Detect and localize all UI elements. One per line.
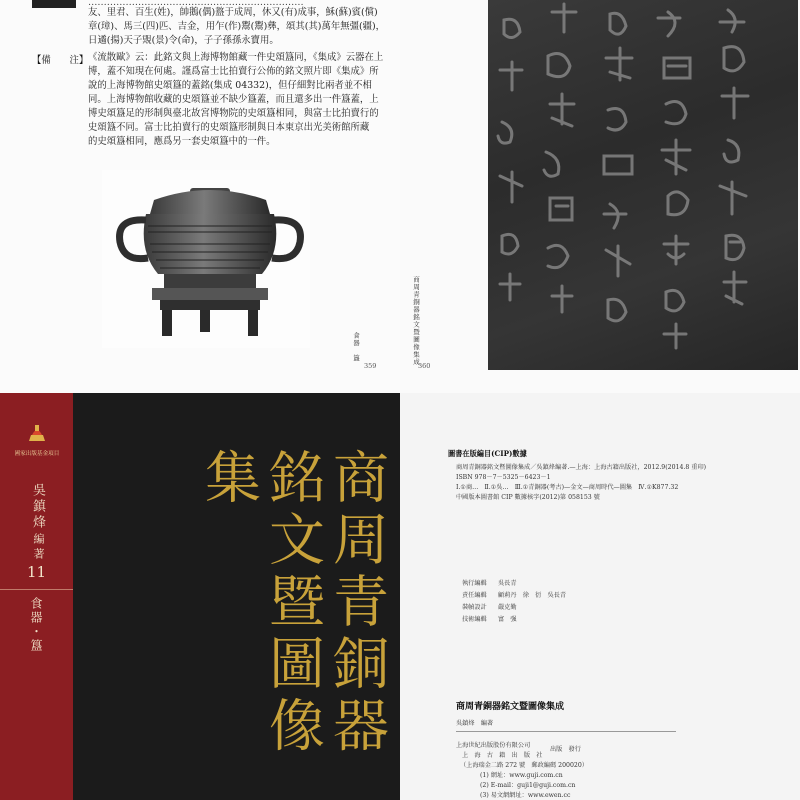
note-label: 【備 注】: [32, 55, 89, 66]
note-line: 同。上海博物館收藏的史頌簋並不缺少簋蓋，而且還多出一件簋蓋，上: [88, 94, 379, 105]
cover-author: 吳鎮烽: [30, 483, 45, 531]
page-360: [400, 0, 800, 393]
book-title: 商周青銅器銘文暨圖像集成: [456, 702, 565, 712]
note-line: 博，蓋不知現在何處。謹爲富士比拍賣行公佈的銘文照片即《集成》所: [88, 66, 379, 77]
publisher-line: (1) 網址：www.guji.com.cn: [480, 772, 563, 779]
cover-spine: [0, 393, 73, 800]
cover-volume-subtitle: 食器・簋: [29, 597, 43, 653]
book-cover: [0, 393, 400, 800]
page-number: 359: [364, 362, 377, 370]
text-line: 友、里君、百生(姓)，帥鵝(偶)盩于成周，休又(有)成事，穌(蘇)賓(償): [88, 7, 378, 18]
section-tab: [32, 0, 76, 8]
cover-role: 編著: [32, 533, 45, 563]
publisher-line: (2) E-mail：guji1@guji.com.cn: [480, 782, 576, 789]
staff-name: 吳長青: [498, 580, 517, 587]
staff-name: 顧莉丹 徐 衍 吳長青: [498, 592, 567, 599]
volume-divider: [0, 589, 73, 590]
note-line: 博史頌簋足的形制與臺北故宮博物院的史頌簋相同，與富士比拍賣行的: [88, 108, 379, 119]
publisher-tag: 出版 發行: [550, 746, 581, 753]
publisher-line: 上海世紀出版股份有限公司: [456, 742, 531, 749]
note-line: 《流散歐》云：此銘文與上海博物館藏一件史頌簋同，《集成》云器在上: [88, 52, 384, 63]
note-line: 說的上海博物館史頌簋的蓋銘(集成 04332)，但仔細對比兩者並不相: [88, 80, 372, 91]
publisher-mark: 國家出版基金項目: [14, 451, 60, 457]
staff-role: 技術編輯: [462, 616, 487, 623]
publisher-line: 上 海 古 籍 出 版 社: [462, 752, 543, 759]
publisher-logo-icon: [26, 423, 48, 443]
text-line: 日遹(揚)天子覭(景)令(命)，子子孫孫永寶用。: [88, 35, 279, 46]
staff-role: 責任編輯: [462, 592, 487, 599]
staff-role: 執行編輯: [462, 580, 487, 587]
running-head: 食器 簋: [352, 332, 360, 362]
vessel-photo: [102, 170, 310, 348]
publisher-line: (3) 易文網網址：www.ewen.cc: [480, 792, 571, 799]
copyright-page: [400, 393, 800, 800]
divider: [456, 731, 676, 732]
cropped-line: ……………………………………………………………: [88, 0, 304, 8]
staff-name: 嚴克勤: [498, 604, 517, 611]
staff-role: 裝幀設計: [462, 604, 487, 611]
note-line: 史頌簋不同。富士比拍賣行的史頌簋形制與日本東京出光美術館所藏: [88, 122, 370, 133]
page-359: [0, 0, 400, 393]
running-head: 商周青銅器銘文暨圖像集成: [412, 276, 420, 366]
publisher-line: （上海瑞金二路 272 號 郵政編碼 200020）: [460, 762, 588, 769]
cover-volume: 11: [26, 563, 47, 581]
inscription-rubbing: [488, 0, 798, 370]
cover-title-text: 商周青銅器銘文暨圖像集: [196, 448, 389, 758]
author-line: 吳鎮烽 編著: [456, 720, 494, 727]
cip-line: ISBN 978－7－5325－6423－1: [456, 474, 551, 481]
text-line: 章(璋)、馬三(四)匹、吉金，用乍(作)鬻(鬻)彝，頌其(其)萬年無彊(疆)，: [88, 21, 386, 32]
cover-title: [196, 448, 388, 800]
cip-title: 圖書在版編目(CIP)數據: [448, 449, 527, 458]
page-number: 360: [418, 362, 431, 370]
cip-line: 商周青銅器銘文暨圖像集成／吳鎮烽編著.—上海：上海古籍出版社，2012.9(2014.8 重印): [456, 464, 707, 471]
note-line: 的史頌簋相同，應爲另一套史頌簋中的一件。: [88, 136, 276, 147]
cip-line: 中國版本圖書館 CIP 數據核字(2012)第 058153 號: [456, 494, 600, 501]
cip-line: Ⅰ.①商… Ⅱ.①吳… Ⅲ.①青銅器(考古)—金文—商周時代—圖集 Ⅳ.①K877.32: [456, 484, 679, 491]
staff-name: 富 强: [498, 616, 517, 623]
